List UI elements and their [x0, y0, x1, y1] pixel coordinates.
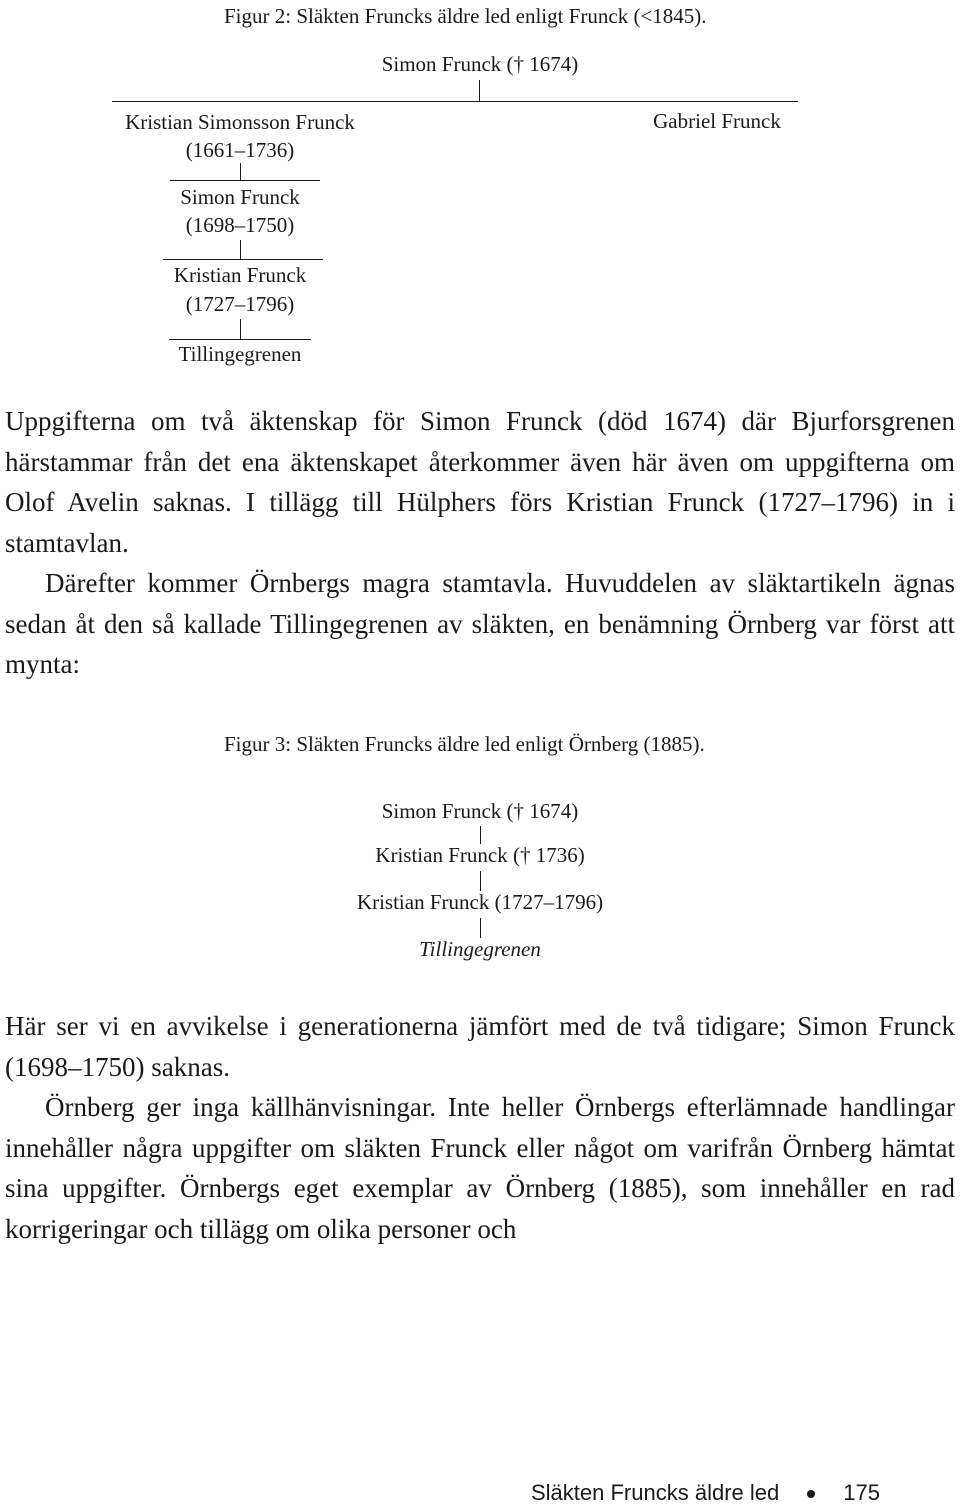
fig2-connector-2 — [240, 240, 241, 259]
body-text-1 — [5, 401, 955, 685]
fig2-node-2-name: Simon Frunck — [180, 185, 300, 209]
fig3-node-4: Tillingegrenen — [419, 937, 541, 961]
page-footer — [531, 1480, 880, 1506]
fig2-node-1-dates: (1661–1736) — [185, 138, 295, 162]
fig2-right-node: Gabriel Frunck — [653, 109, 781, 133]
fig3-node-3: Kristian Frunck (1727–1796) — [356, 890, 604, 914]
fig2-bar-3 — [169, 339, 311, 340]
paragraph: Därefter kommer Örnbergs magra stamtavla. Huvuddelen av släktartikeln ägnas sedan åt den så kallade Tillingegrenen av släkten, en benämning Örnberg var först att mynta: — [5, 568, 955, 679]
fig2-connector-3 — [240, 319, 241, 339]
fig2-bar-1 — [170, 180, 320, 181]
figure-3-caption: Figur 3: Släkten Fruncks äldre led enligt Örnberg (1885). — [224, 732, 705, 756]
fig2-node-1-name: Kristian Simonsson Frunck — [125, 110, 355, 134]
running-title: Släkten Fruncks äldre led — [531, 1480, 780, 1505]
fig2-bar-2 — [163, 259, 323, 260]
fig2-root-connector — [479, 80, 480, 101]
fig2-node-3-name: Kristian Frunck — [173, 263, 307, 287]
fig2-connector-1 — [240, 163, 241, 180]
figure-2-caption: Figur 2: Släkten Fruncks äldre led enligt Frunck (<1845). — [224, 4, 707, 28]
body-text-2 — [5, 1006, 955, 1249]
fig2-node-4-name: Tillingegrenen — [178, 342, 302, 366]
paragraph: Uppgifterna om två äktenskap för Simon Frunck (död 1674) där Bjurforsgrenen härstammar från det ena äktenskapet återkommer även här även om uppgifterna om Olof Avelin saknas. I tillägg till Hülphers förs Kristian Frunck (1727–1796) in i stamtavlan. — [5, 406, 955, 558]
bullet-icon — [807, 1490, 815, 1498]
fig2-node-3-dates: (1727–1796) — [185, 292, 295, 316]
fig3-connector-3 — [480, 918, 481, 938]
fig3-node-2: Kristian Frunck († 1736) — [375, 843, 585, 867]
fig2-sibling-bar — [112, 101, 798, 102]
fig3-connector-2 — [480, 871, 481, 891]
fig3-connector-1 — [480, 826, 481, 844]
fig2-root-node: Simon Frunck († 1674) — [381, 52, 579, 76]
paragraph: Här ser vi en avvikelse i generationerna jämfört med de två tidigare; Simon Frunck (1698–1750) saknas. — [5, 1011, 955, 1082]
paragraph: Örnberg ger inga källhänvisningar. Inte heller Örnbergs efterlämnade handlingar innehåller några uppgifter om släkten Frunck eller något om varifrån Örnberg hämtat sina uppgifter. Örnbergs eget exemplar av Örnberg (1885), som innehåller en rad korrigeringar och tillägg om olika personer och — [5, 1092, 955, 1244]
page-number: 175 — [843, 1480, 880, 1505]
fig2-node-2-dates: (1698–1750) — [185, 213, 295, 237]
fig3-node-1: Simon Frunck († 1674) — [381, 799, 579, 823]
